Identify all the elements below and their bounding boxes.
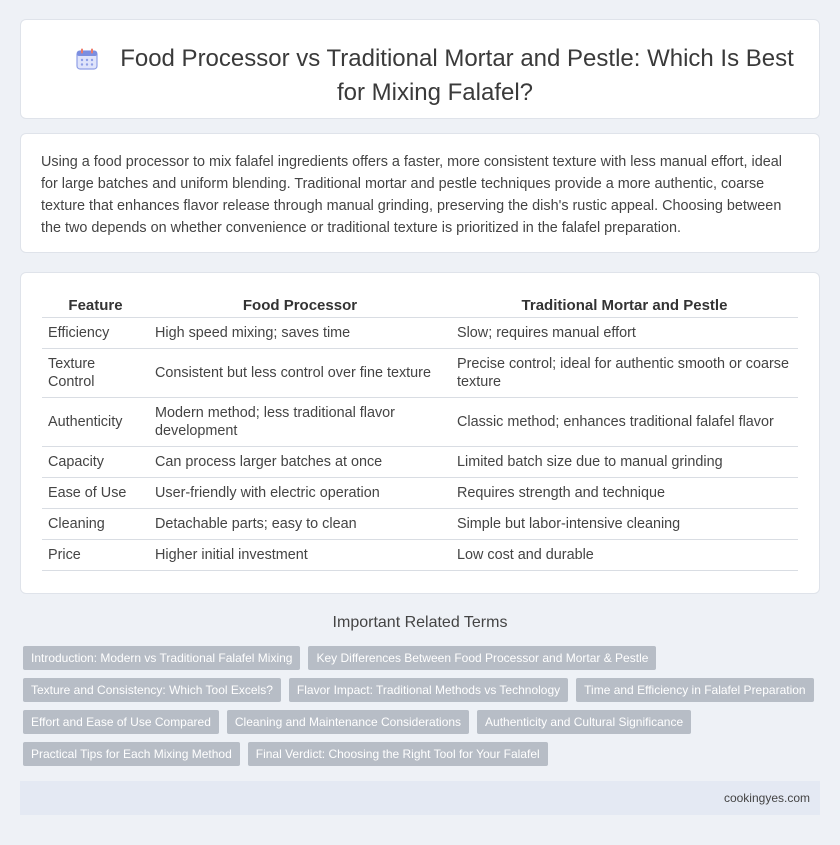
footer-site-link[interactable]: cookingyes.com [723,791,810,805]
table-row [42,478,798,509]
related-terms-title: Important Related Terms [332,614,508,631]
table-header-row [42,295,798,318]
related-term-tag[interactable]: Cleaning and Maintenance Considerations [227,710,469,734]
intro-card [20,133,820,253]
related-terms-row [23,678,823,702]
cell-mortar-pestle: Classic method; enhances traditional falafel flavor [451,398,798,447]
header-card [20,19,820,119]
footer [20,781,820,815]
cell-mortar-pestle: Precise control; ideal for authentic smooth or coarse texture [451,349,798,398]
cell-food-processor: User-friendly with electric operation [149,478,451,509]
related-terms [23,646,823,774]
table-row [42,447,798,478]
cell-feature: Authenticity [42,398,149,447]
related-term-tag[interactable]: Practical Tips for Each Mixing Method [23,742,240,766]
related-term-tag[interactable]: Time and Efficiency in Falafel Preparation [576,678,813,702]
cell-mortar-pestle: Requires strength and technique [451,478,798,509]
table-row [42,398,798,447]
cell-feature: Capacity [42,447,149,478]
cell-feature: Texture Control [42,349,149,398]
cell-mortar-pestle: Simple but labor-intensive cleaning [451,509,798,540]
cell-food-processor: Higher initial investment [149,540,451,571]
cell-mortar-pestle: Limited batch size due to manual grinding [451,447,798,478]
related-term-tag[interactable]: Texture and Consistency: Which Tool Excels? [23,678,281,702]
cell-mortar-pestle: Low cost and durable [451,540,798,571]
calendar-icon [76,48,98,78]
header-food-processor: Food Processor [149,295,451,318]
comparison-card [20,272,820,594]
cell-food-processor: Can process larger batches at once [149,447,451,478]
table-row [42,540,798,571]
header-mortar-pestle: Traditional Mortar and Pestle [451,295,798,318]
table-row [42,509,798,540]
cell-food-processor: Consistent but less control over fine texture [149,349,451,398]
cell-feature: Price [42,540,149,571]
header-feature: Feature [42,295,149,318]
page-title-text: Food Processor vs Traditional Mortar and Pestle: Which Is Best for Mixing Falafel? [120,45,794,106]
intro-paragraph: Using a food processor to mix falafel ingredients offers a faster, more consistent texture with less manual effort, ideal for large batches and uniform blending. Traditional mortar and pestle techniques provide a more authentic, coarse texture that enhances flavor release through manual grinding, preserving the dish's rustic appeal. Choosing between the two depends on whether convenience or traditional texture is prioritized in the falafel preparation. [41,154,782,236]
cell-food-processor: High speed mixing; saves time [149,318,451,349]
related-term-tag[interactable]: Introduction: Modern vs Traditional Falafel Mixing [23,646,300,670]
table-row [42,318,798,349]
page-title [61,44,809,108]
cell-food-processor: Modern method; less traditional flavor development [149,398,451,447]
related-term-tag[interactable]: Key Differences Between Food Processor and Mortar & Pestle [308,646,656,670]
comparison-table [42,295,798,571]
cell-feature: Ease of Use [42,478,149,509]
cell-mortar-pestle: Slow; requires manual effort [451,318,798,349]
related-term-tag[interactable]: Authenticity and Cultural Significance [477,710,691,734]
cell-food-processor: Detachable parts; easy to clean [149,509,451,540]
related-term-tag[interactable]: Final Verdict: Choosing the Right Tool for Your Falafel [248,742,548,766]
related-terms-row [23,646,823,670]
cell-feature: Efficiency [42,318,149,349]
related-terms-row [23,742,823,766]
related-term-tag[interactable]: Flavor Impact: Traditional Methods vs Technology [289,678,568,702]
related-term-tag[interactable]: Effort and Ease of Use Compared [23,710,219,734]
table-row [42,349,798,398]
related-terms-row [23,710,823,734]
cell-feature: Cleaning [42,509,149,540]
